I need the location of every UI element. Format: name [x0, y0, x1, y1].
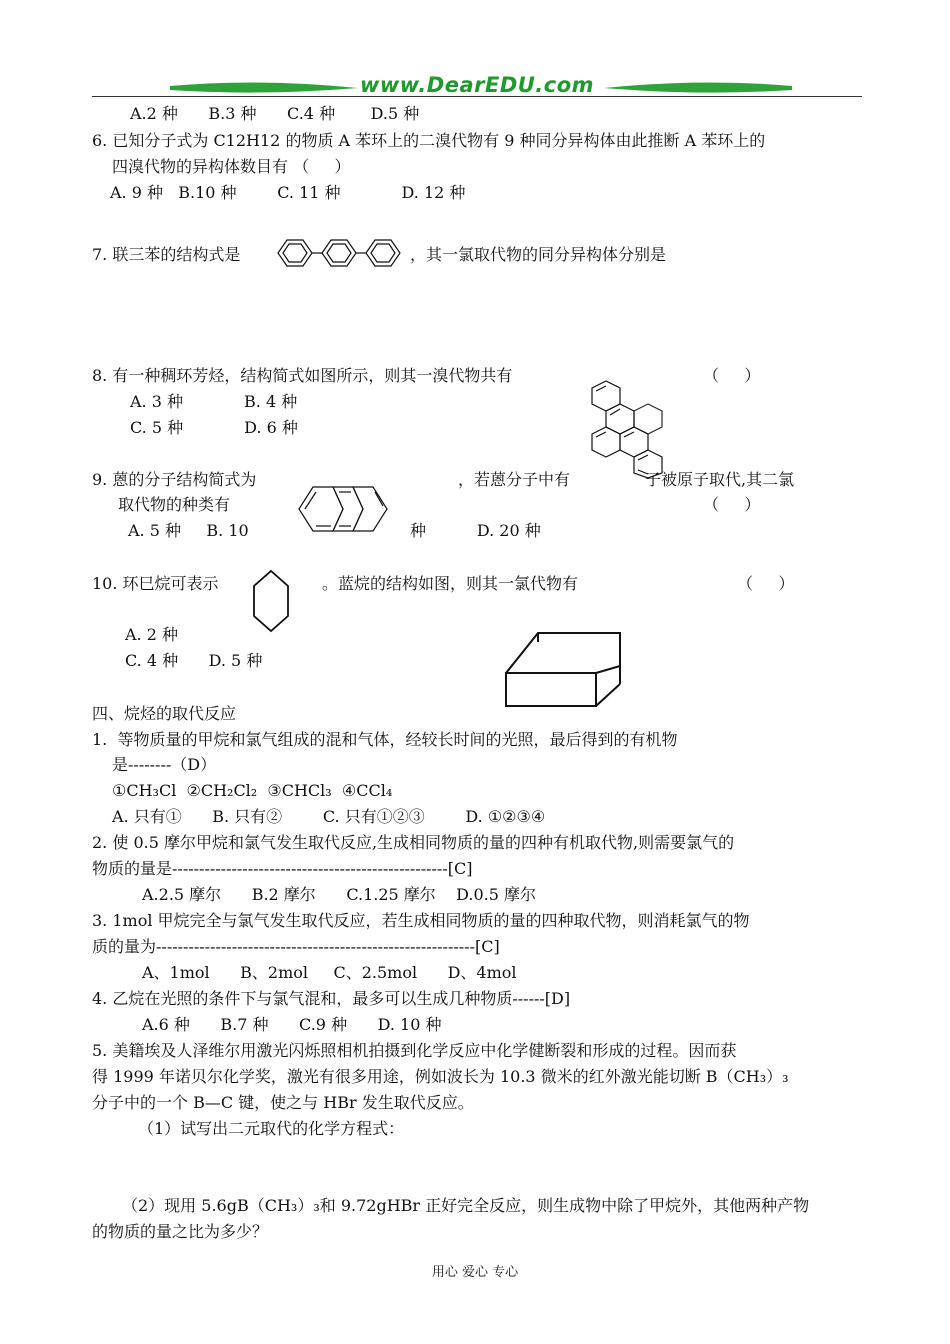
anthracene-structure	[295, 478, 405, 540]
q9-options-a: A. 5 种 B. 10	[128, 521, 249, 540]
page-footer: 用心 爱心 专心	[431, 1265, 519, 1280]
q9-options-b: 种 D. 20 种	[410, 521, 541, 540]
s4-q1-options: A. 只有① B. 只有② C. 只有①②③ D. ①②③④	[112, 807, 546, 826]
q7-stem-a: 7. 联三苯的结构式是	[92, 245, 241, 264]
s4-q3-stem-2: 质的量为-----------------------------------------------------------[C]	[92, 937, 500, 956]
s4-q5-part2-1: （2）现用 5.6gB（CH₃）₃和 9.72gHBr 正好完全反应，则生成物中除了甲烷外，其他两种产物	[122, 1196, 810, 1215]
q6-options: A. 9 种 B.10 种 C. 11 种 D. 12 种	[110, 183, 466, 202]
q8-stem: 8. 有一种稠环芳烃，结构简式如图所示，则其一溴代物共有	[92, 366, 513, 385]
fused-aromatic-structure	[578, 380, 670, 480]
s4-q3-stem-1: 3. 1mol 甲烷完全与氯气发生取代反应，若生成相同物质的量的四种取代物，则消耗氯气的物	[92, 911, 750, 930]
s4-q5-stem-2: 得 1999 年诺贝尔化学奖，激光有很多用途，例如波长为 10.3 微米的红外激光能切断 B（CH₃）₃	[92, 1067, 789, 1086]
q8-options-1: A. 3 种 B. 4 种	[130, 392, 298, 411]
q9-stem-c: 子被原子取代,其二氯	[645, 470, 795, 489]
s4-q2-options: A.2.5 摩尔 B.2 摩尔 C.1.25 摩尔 D.0.5 摩尔	[142, 885, 537, 904]
s4-q3-options: A、1mol B、2mol C、2.5mol D、4mol	[142, 963, 517, 982]
terphenyl-structure	[272, 234, 412, 272]
q9-stem-d: 取代物的种类有	[118, 495, 231, 514]
q10-options-2: C. 4 种 D. 5 种	[125, 651, 263, 670]
s4-q5-stem-1: 5. 美籍埃及人泽维尔用激光闪烁照相机拍摄到化学反应中化学健断裂和形成的过程。因而获	[92, 1041, 737, 1060]
s4-q1-stem-2: 是--------（D）	[112, 755, 217, 774]
q8-bracket: （ ）	[703, 366, 761, 385]
q6-stem-2: 四溴代物的异构体数目有 （ ）	[112, 157, 351, 176]
s4-q2-stem-1: 2. 使 0.5 摩尔甲烷和氯气发生取代反应,生成相同物质的量的四种有机取代物,则需要氯气的	[92, 833, 735, 852]
s4-q1-items: ①CH₃Cl ②CH₂Cl₂ ③CHCl₃ ④CCl₄	[112, 781, 393, 800]
cyclohexane-structure	[250, 568, 292, 634]
s4-q1-stem-1: 1. 等物质量的甲烷和氯气组成的混和气体，经较长时间的光照，最后得到的有机物	[92, 730, 678, 749]
q10-bracket: （ ）	[737, 574, 795, 593]
s4-q5-stem-3: 分子中的一个 B—C 键，使之与 HBr 发生取代反应。	[92, 1093, 474, 1112]
q9-stem-b: ，若蒽分子中有	[458, 470, 571, 489]
q7-stem-b: ，其一氯取代物的同分异构体分别是	[410, 245, 667, 264]
s4-q5-part2-2: 的物质的量之比为多少？	[92, 1222, 269, 1241]
q10-stem-a: 10. 环巳烷可表示	[92, 574, 219, 593]
q6-stem-1: 6. 已知分子式为 C12H12 的物质 A 苯环上的二溴代物有 9 种同分异构体由此推断 A 苯环上的	[92, 131, 766, 150]
s4-q2-stem-2: 物质的量是---------------------------------------------------[C]	[92, 859, 473, 878]
q9-bracket: （ ）	[703, 495, 761, 514]
s4-q5-part1: （1）试写出二元取代的化学方程式：	[138, 1119, 405, 1138]
header-rule	[92, 96, 862, 97]
site-header	[92, 72, 862, 102]
site-logo-text[interactable]: www.DearEDU.com	[359, 73, 595, 97]
s4-q4-options: A.6 种 B.7 种 C.9 种 D. 10 种	[142, 1015, 442, 1034]
cube-like-structure	[500, 628, 626, 708]
section-4-title: 四、烷烃的取代反应	[92, 704, 237, 723]
q5-options: A.2 种 B.3 种 C.4 种 D.5 种	[130, 104, 420, 123]
q10-options-1: A. 2 种	[125, 625, 178, 644]
q9-stem-a: 9. 蒽的分子结构简式为	[92, 470, 257, 489]
s4-q4-stem: 4. 乙烷在光照的条件下与氯气混和，最多可以生成几种物质------[D]	[92, 989, 571, 1008]
q8-options-2: C. 5 种 D. 6 种	[130, 418, 298, 437]
q10-stem-b: 。蓝烷的结构如图，则其一氯代物有	[322, 574, 579, 593]
